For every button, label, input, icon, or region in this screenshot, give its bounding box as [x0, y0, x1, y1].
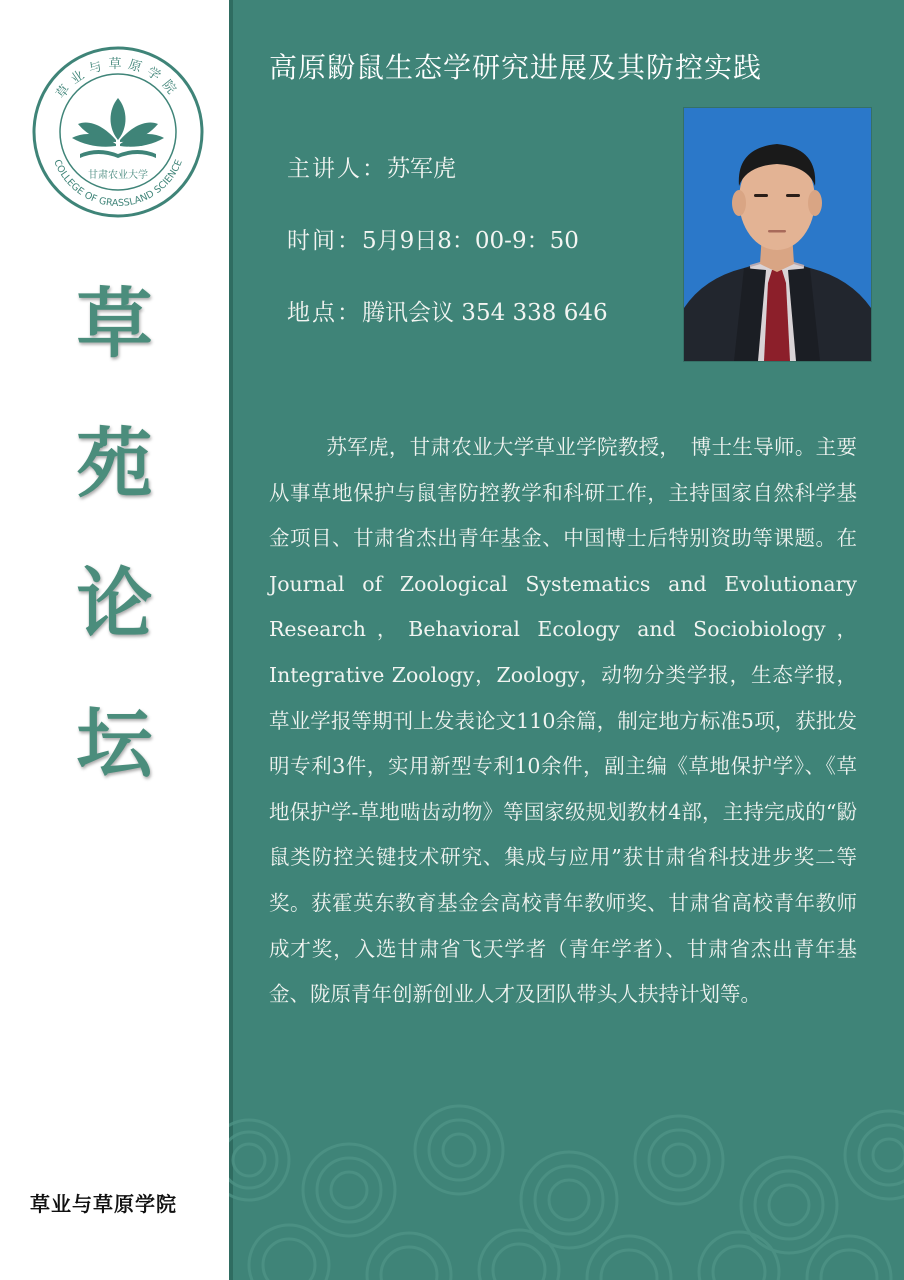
forum-char-2: 苑: [76, 419, 153, 508]
bio-paragraph: 苏军虎，甘肃农业大学草业学院教授， 博士生导师。主要从事草地保护与鼠害防控教学和科研工作，主持国家自然科学基金项目、甘肃省杰出青年基金、中国博士后特别资助等课题。在Journal of Zoological Systematics and Evolutionary Research，Behavioral Ecology and Sociobiology，Integrative Zoology，Zoology，动物分类学报，生态学报，草业学报等期刊上发表论文110余篇，制定地方标准5项，获批发明专利3件，实用新型专利10余件，副主编《草地保护学》、《草地保护学-草地啮齿动物》等国家级规划教材4部，主持完成的“鼢鼠类防控关键技术研究、集成与应用”获甘肃省科技进步奖二等奖。获霍英东教育基金会高校青年教师奖、甘肃省高校青年教师成才奖，入选甘肃省飞天学者（青年学者）、甘肃省杰出青年基金、陇原青年创新创业人才及团队带头人扶持计划等。: [269, 435, 857, 1007]
forum-char-4: 坛: [76, 699, 153, 788]
forum-char-3: 论: [76, 559, 153, 648]
place-value: 腾讯会议 354 338 646: [362, 300, 608, 326]
logo-text-top: 草业与草原学院: [53, 57, 183, 102]
logo-text-middle: 甘肃农业大学: [88, 170, 148, 181]
time-label: 时间：: [287, 228, 362, 254]
college-logo: [32, 46, 204, 218]
speaker-name: 苏军虎: [387, 156, 456, 182]
sidebar: [0, 0, 229, 1280]
portrait-illustration: [684, 108, 871, 361]
forum-char-1: 草: [76, 279, 153, 368]
lecture-title: 高原鼢鼠生态学研究进展及其防控实践: [269, 51, 763, 84]
speaker-label: 主讲人：: [287, 156, 387, 182]
place-row: [287, 294, 608, 327]
place-label: 地点：: [287, 300, 362, 326]
time-row: [287, 222, 579, 255]
time-value: 5月9日8：00-9：50: [362, 228, 579, 254]
speaker-row: [287, 150, 456, 183]
content-panel: [229, 0, 904, 1280]
logo-text-bottom: COLLEGE OF GRASSLAND SCIENCE: [51, 158, 185, 210]
college-name: 草业与草原学院: [30, 1192, 177, 1216]
cloud-pattern-decoration: [229, 1040, 904, 1280]
speaker-photo: [684, 108, 871, 361]
speaker-biography: [269, 425, 857, 1018]
